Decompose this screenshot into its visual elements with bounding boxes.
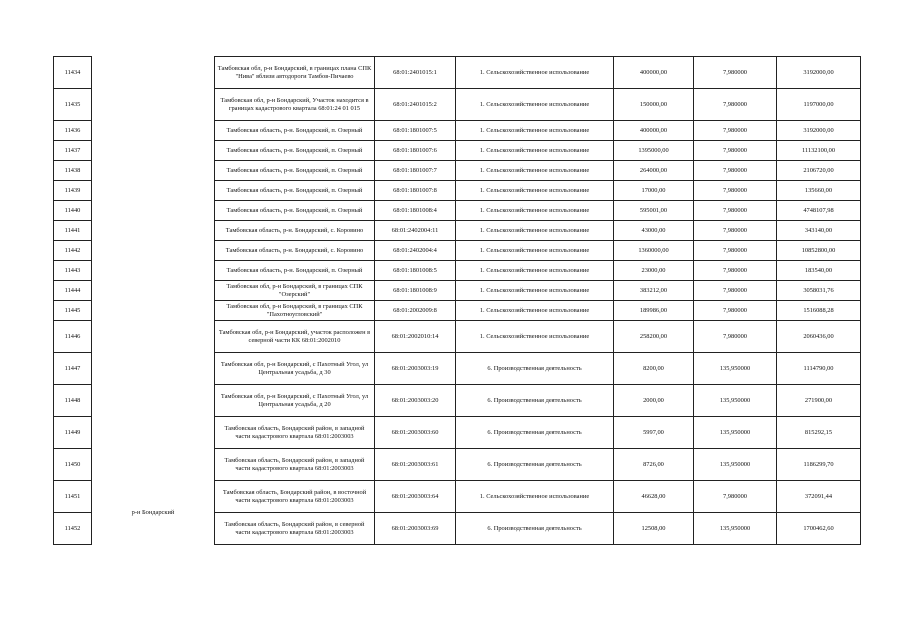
cadastral-value-cell: 183540,00 [777,261,861,281]
cadastral-number-cell: 68:01:2401015:1 [375,57,456,89]
address-cell: Тамбовская обл, р-н Бондарский, в границах СПК "Озерский" [215,281,375,301]
address-cell: Тамбовская область, р-н. Бондарский, п. Озерный [215,261,375,281]
area-cell: 2000,00 [614,385,694,417]
address-cell: Тамбовская обл, р-н Бондарский, с Пахотный Угол, ул Центральная усадьба, д 30 [215,353,375,385]
cadastral-number-cell: 68:01:1801007:7 [375,161,456,181]
area-cell: 595001,00 [614,201,694,221]
address-cell: Тамбовская обл, р-н Бондарский, участок расположен в северной части КК 68:01:2002010 [215,321,375,353]
cadastral-value-cell: 1700462,60 [777,513,861,545]
land-use-cell: 1. Сельскохозяйственное использование [456,121,614,141]
row-number-cell: 11440 [54,201,92,221]
district-column [92,57,215,545]
land-use-cell: 1. Сельскохозяйственное использование [456,221,614,241]
cadastral-value-cell: 2106720,00 [777,161,861,181]
rate-cell: 7,980000 [694,141,777,161]
land-use-cell: 6. Производственная деятельность [456,353,614,385]
area-cell: 400000,00 [614,57,694,89]
land-use-cell: 1. Сельскохозяйственное использование [456,181,614,201]
cadastral-value-cell: 343140,00 [777,221,861,241]
rate-cell: 7,980000 [694,281,777,301]
area-cell: 23000,00 [614,261,694,281]
cadastral-number-cell: 68:01:2003003:60 [375,417,456,449]
rate-cell: 7,980000 [694,301,777,321]
cadastral-value-cell: 10852800,00 [777,241,861,261]
address-cell: Тамбовская область, Бондарский район, в северной части кадастрового квартала 68:01:2003003 [215,513,375,545]
land-use-cell: 6. Производственная деятельность [456,385,614,417]
cadastral-number-cell: 68:01:1801007:8 [375,181,456,201]
row-number-cell: 11447 [54,353,92,385]
address-cell: Тамбовская область, р-н. Бондарский, с. Коровино [215,241,375,261]
address-cell: Тамбовская область, р-н. Бондарский, п. Озерный [215,141,375,161]
cadastral-value-cell: 372091,44 [777,481,861,513]
land-use-cell: 1. Сельскохозяйственное использование [456,261,614,281]
rate-cell: 135,950000 [694,385,777,417]
land-registry-table [53,56,861,545]
area-cell: 8726,00 [614,449,694,481]
cadastral-number-cell: 68:01:2003003:19 [375,353,456,385]
address-cell: Тамбовская обл, р-н Бондарский, в границах плана СПК "Нива" вблизи автодороги Тамбов-Пичаево [215,57,375,89]
land-use-cell: 1. Сельскохозяйственное использование [456,89,614,121]
land-use-cell: 1. Сельскохозяйственное использование [456,141,614,161]
land-use-cell: 1. Сельскохозяйственное использование [456,321,614,353]
row-number-cell: 11451 [54,481,92,513]
area-cell: 17000,00 [614,181,694,201]
row-number-cell: 11442 [54,241,92,261]
rate-cell: 7,980000 [694,241,777,261]
address-cell: Тамбовская обл, р-н Бондарский, в границах СПК "Пахотноугловский" [215,301,375,321]
cadastral-number-cell: 68:01:1801007:5 [375,121,456,141]
cadastral-number-cell: 68:01:2003003:64 [375,481,456,513]
address-cell: Тамбовская область, Бондарский район, в западной части кадастрового квартала 68:01:2003003 [215,417,375,449]
address-cell: Тамбовская обл, р-н Бондарский, с Пахотный Угол, ул Центральная усадьба, д 20 [215,385,375,417]
address-cell: Тамбовская обл, р-н Бондарский, Участок находится в границах кадастрового квартала 68:01:24 01 015 [215,89,375,121]
row-number-cell: 11436 [54,121,92,141]
area-cell: 1360000,00 [614,241,694,261]
area-cell: 383212,00 [614,281,694,301]
address-cell: Тамбовская область, Бондарский район, в западной части кадастрового квартала 68:01:2003003 [215,449,375,481]
land-use-cell: 6. Производственная деятельность [456,513,614,545]
cadastral-value-cell: 1516088,28 [777,301,861,321]
row-number-cell: 11445 [54,301,92,321]
row-number-cell: 11444 [54,281,92,301]
cadastral-number-cell: 68:01:2003003:69 [375,513,456,545]
row-number-cell: 11438 [54,161,92,181]
land-use-cell: 6. Производственная деятельность [456,449,614,481]
area-cell: 189986,00 [614,301,694,321]
rate-cell: 7,980000 [694,261,777,281]
land-use-cell: 1. Сельскохозяйственное использование [456,161,614,181]
land-use-cell: 6. Производственная деятельность [456,417,614,449]
cadastral-number-cell: 68:01:2003003:61 [375,449,456,481]
row-number-cell: 11446 [54,321,92,353]
table-row [54,57,861,89]
cadastral-value-cell: 2060436,00 [777,321,861,353]
row-number-cell: 11450 [54,449,92,481]
cadastral-value-cell: 135660,00 [777,181,861,201]
area-cell: 46628,00 [614,481,694,513]
area-cell: 5997,00 [614,417,694,449]
cadastral-number-cell: 68:01:1801008:5 [375,261,456,281]
row-number-cell: 11448 [54,385,92,417]
cadastral-number-cell: 68:01:2401015:2 [375,89,456,121]
area-cell: 1395000,00 [614,141,694,161]
rate-cell: 7,980000 [694,481,777,513]
cadastral-number-cell: 68:01:1801008:4 [375,201,456,221]
row-number-cell: 11437 [54,141,92,161]
cadastral-value-cell: 1197000,00 [777,89,861,121]
rate-cell: 135,950000 [694,449,777,481]
rate-cell: 7,980000 [694,121,777,141]
address-cell: Тамбовская область, р-н. Бондарский, п. Озерный [215,161,375,181]
registry-body [54,57,861,545]
cadastral-number-cell: 68:01:2402004:11 [375,221,456,241]
row-number-cell: 11434 [54,57,92,89]
land-use-cell: 1. Сельскохозяйственное использование [456,201,614,221]
area-cell: 43000,00 [614,221,694,241]
address-cell: Тамбовская область, р-н. Бондарский, п. Озерный [215,181,375,201]
rate-cell: 135,950000 [694,353,777,385]
cadastral-value-cell: 1114790,00 [777,353,861,385]
cadastral-number-cell: 68:01:1801008:9 [375,281,456,301]
land-use-cell: 1. Сельскохозяйственное использование [456,281,614,301]
land-use-cell: 1. Сельскохозяйственное использование [456,301,614,321]
rate-cell: 135,950000 [694,513,777,545]
land-use-cell: 1. Сельскохозяйственное использование [456,57,614,89]
rate-cell: 7,980000 [694,161,777,181]
area-cell: 8200,00 [614,353,694,385]
rate-cell: 7,980000 [694,89,777,121]
row-number-cell: 11443 [54,261,92,281]
area-cell: 150000,00 [614,89,694,121]
cadastral-value-cell: 271900,00 [777,385,861,417]
cadastral-value-cell: 11132100,00 [777,141,861,161]
row-number-cell: 11435 [54,89,92,121]
address-cell: Тамбовская область, р-н. Бондарский, п. Озерный [215,121,375,141]
district-label: р-н Бондарский [131,509,175,517]
cadastral-value-cell: 3192000,00 [777,121,861,141]
rate-cell: 135,950000 [694,417,777,449]
cadastral-number-cell: 68:01:2402004:4 [375,241,456,261]
cadastral-number-cell: 68:01:1801007:6 [375,141,456,161]
land-use-cell: 1. Сельскохозяйственное использование [456,481,614,513]
address-cell: Тамбовская область, р-н. Бондарский, п. Озерный [215,201,375,221]
area-cell: 400000,00 [614,121,694,141]
row-number-cell: 11441 [54,221,92,241]
cadastral-value-cell: 4748107,98 [777,201,861,221]
rate-cell: 7,980000 [694,181,777,201]
area-cell: 258200,00 [614,321,694,353]
rate-cell: 7,980000 [694,57,777,89]
cadastral-number-cell: 68:01:2002010:14 [375,321,456,353]
address-cell: Тамбовская область, Бондарский район, в восточной части кадастрового квартала 68:01:2003003 [215,481,375,513]
row-number-cell: 11449 [54,417,92,449]
rate-cell: 7,980000 [694,221,777,241]
address-cell: Тамбовская область, р-н. Бондарский, с. Коровино [215,221,375,241]
cadastral-number-cell: 68:01:2003003:20 [375,385,456,417]
land-use-cell: 1. Сельскохозяйственное использование [456,241,614,261]
cadastral-value-cell: 815292,15 [777,417,861,449]
cadastral-value-cell: 1186299,70 [777,449,861,481]
row-number-cell: 11452 [54,513,92,545]
cadastral-number-cell: 68:01:2002009:8 [375,301,456,321]
rate-cell: 7,980000 [694,201,777,221]
rate-cell: 7,980000 [694,321,777,353]
row-number-cell: 11439 [54,181,92,201]
area-cell: 264000,00 [614,161,694,181]
area-cell: 12508,00 [614,513,694,545]
cadastral-value-cell: 3192000,00 [777,57,861,89]
cadastral-value-cell: 3058031,76 [777,281,861,301]
